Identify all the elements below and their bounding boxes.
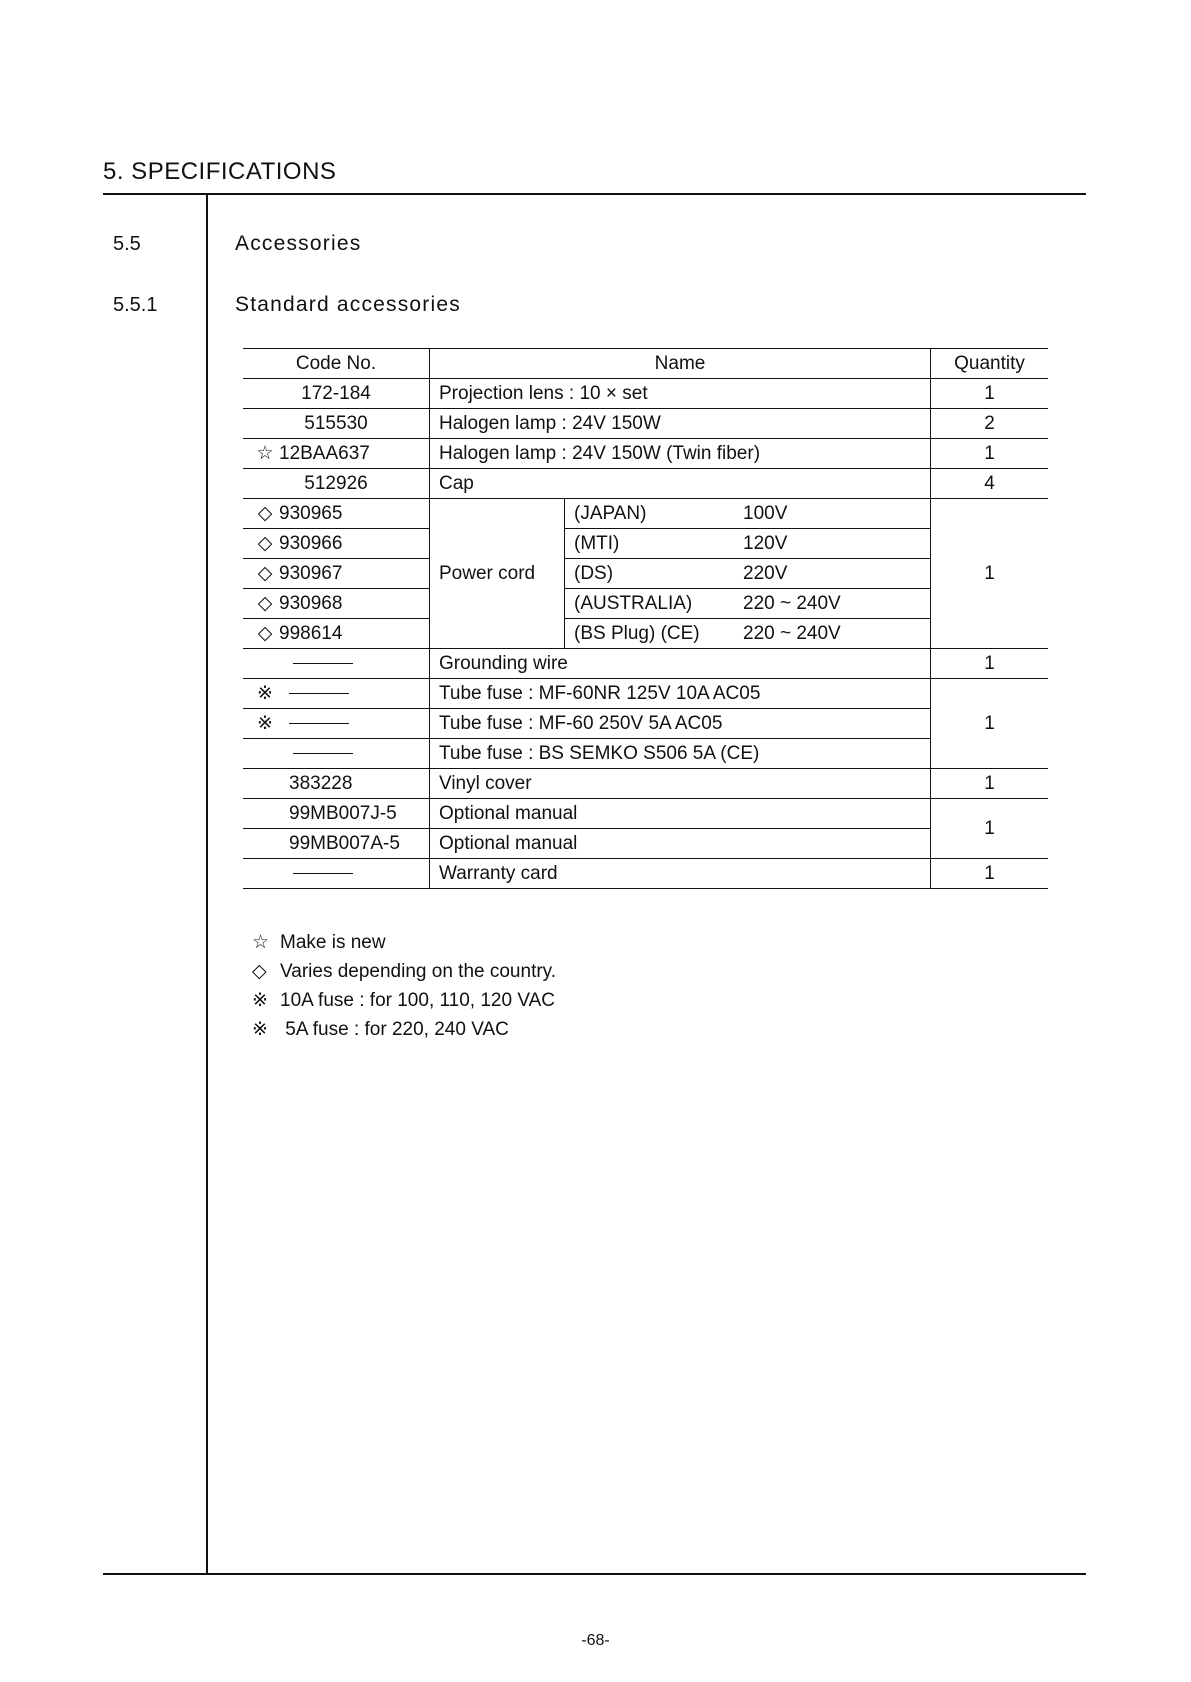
quantity-cell: 1: [931, 679, 1049, 769]
star-icon: ☆: [256, 443, 274, 464]
code-cell: 99MB007A-5: [243, 829, 430, 859]
code-cell: [243, 859, 430, 889]
code-cell: 383228: [243, 769, 430, 799]
reference-mark-icon: ※: [252, 1019, 268, 1040]
accessories-table: [243, 348, 1048, 889]
voltage-cell: 100V: [734, 499, 931, 529]
name-cell: Tube fuse : MF-60 250V 5A AC05: [430, 709, 931, 739]
quantity-cell: 2: [931, 409, 1049, 439]
header-rule: [103, 193, 1086, 195]
note-item: ※ 10A fuse : for 100, 110, 120 VAC: [252, 986, 556, 1015]
quantity-cell: 1: [931, 859, 1049, 889]
diamond-icon: ◇: [257, 503, 273, 524]
name-cell: Halogen lamp : 24V 150W (Twin fiber): [430, 439, 931, 469]
name-cell: Projection lens : 10 × set: [430, 379, 931, 409]
no-code-dash: [289, 723, 349, 724]
name-cell: Halogen lamp : 24V 150W: [430, 409, 931, 439]
section-title: Accessories: [235, 232, 362, 255]
diamond-icon: ◇: [257, 533, 273, 554]
quantity-cell: 1: [931, 439, 1049, 469]
note-item: ※ 5A fuse : for 220, 240 VAC: [252, 1015, 556, 1044]
legend-notes: [252, 928, 556, 1044]
diamond-icon: ◇: [257, 593, 273, 614]
no-code-dash: [293, 753, 353, 754]
table-row: [243, 559, 1048, 589]
table-row: [243, 739, 1048, 769]
code-cell: [243, 709, 430, 739]
voltage-cell: 220 ~ 240V: [734, 619, 931, 649]
name-cell: Grounding wire: [430, 649, 931, 679]
code-cell: 99MB007J-5: [243, 799, 430, 829]
table-row: [243, 859, 1048, 889]
table-row: [243, 769, 1048, 799]
table-row: [243, 409, 1048, 439]
table-row: [243, 829, 1048, 859]
no-code-dash: [289, 693, 349, 694]
table-row: [243, 529, 1048, 559]
voltage-cell: 220V: [734, 559, 931, 589]
table-row: [243, 649, 1048, 679]
margin-rule: [206, 195, 208, 1575]
code-cell: ◇ 930965: [243, 499, 430, 529]
quantity-cell: 1: [931, 769, 1049, 799]
note-item: ◇ Varies depending on the country.: [252, 957, 556, 986]
table-row: [243, 379, 1048, 409]
header-quantity: Quantity: [931, 349, 1049, 379]
header-code: Code No.: [243, 349, 430, 379]
quantity-cell: 1: [931, 799, 1049, 859]
table-header-row: [243, 349, 1048, 379]
region-cell: (MTI): [565, 529, 735, 559]
quantity-cell: 4: [931, 469, 1049, 499]
name-cell: Tube fuse : BS SEMKO S506 5A (CE): [430, 739, 931, 769]
table-row: [243, 499, 1048, 529]
subsection-number: 5.5.1: [113, 294, 158, 316]
section-number: 5.5: [113, 233, 141, 255]
code-cell: ◇ 998614: [243, 619, 430, 649]
code-cell: 515530: [243, 409, 430, 439]
quantity-cell: 1: [931, 379, 1049, 409]
voltage-cell: 120V: [734, 529, 931, 559]
name-cell: Warranty card: [430, 859, 931, 889]
region-cell: (DS): [565, 559, 735, 589]
code-cell: ◇ 930968: [243, 589, 430, 619]
voltage-cell: 220 ~ 240V: [734, 589, 931, 619]
name-cell: Tube fuse : MF-60NR 125V 10A AC05: [430, 679, 931, 709]
name-cell: Optional manual: [430, 829, 931, 859]
table-row: [243, 619, 1048, 649]
code-cell: ☆ 12BAA637: [243, 439, 430, 469]
name-cell: Vinyl cover: [430, 769, 931, 799]
power-cord-label: Power cord: [430, 499, 565, 649]
footer-rule: [103, 1573, 1086, 1575]
diamond-icon: ◇: [252, 961, 267, 982]
diamond-icon: ◇: [257, 623, 273, 644]
star-icon: ☆: [252, 932, 270, 953]
code-cell: ◇ 930966: [243, 529, 430, 559]
region-cell: (JAPAN): [565, 499, 735, 529]
reference-mark-icon: ※: [257, 683, 273, 704]
table-row: [243, 589, 1048, 619]
table-row: [243, 469, 1048, 499]
subsection-title: Standard accessories: [235, 293, 461, 316]
region-cell: (BS Plug) (CE): [565, 619, 735, 649]
note-item: ☆ Make is new: [252, 928, 556, 957]
quantity-cell: 1: [931, 649, 1049, 679]
code-cell: 512926: [243, 469, 430, 499]
reference-mark-icon: ※: [257, 713, 273, 734]
no-code-dash: [293, 663, 353, 664]
reference-mark-icon: ※: [252, 990, 268, 1011]
code-cell: [243, 739, 430, 769]
table-row: [243, 799, 1048, 829]
code-cell: [243, 649, 430, 679]
code-cell: ◇ 930967: [243, 559, 430, 589]
header-name: Name: [430, 349, 931, 379]
quantity-cell: 1: [931, 499, 1049, 649]
code-cell: 172-184: [243, 379, 430, 409]
page-title: 5. SPECIFICATIONS: [103, 158, 337, 185]
no-code-dash: [293, 873, 353, 874]
table-row: [243, 709, 1048, 739]
code-cell: [243, 679, 430, 709]
name-cell: Optional manual: [430, 799, 931, 829]
name-cell: Cap: [430, 469, 931, 499]
table-row: [243, 439, 1048, 469]
diamond-icon: ◇: [257, 563, 273, 584]
region-cell: (AUSTRALIA): [565, 589, 735, 619]
table-row: [243, 679, 1048, 709]
page-number: -68-: [581, 1632, 610, 1649]
